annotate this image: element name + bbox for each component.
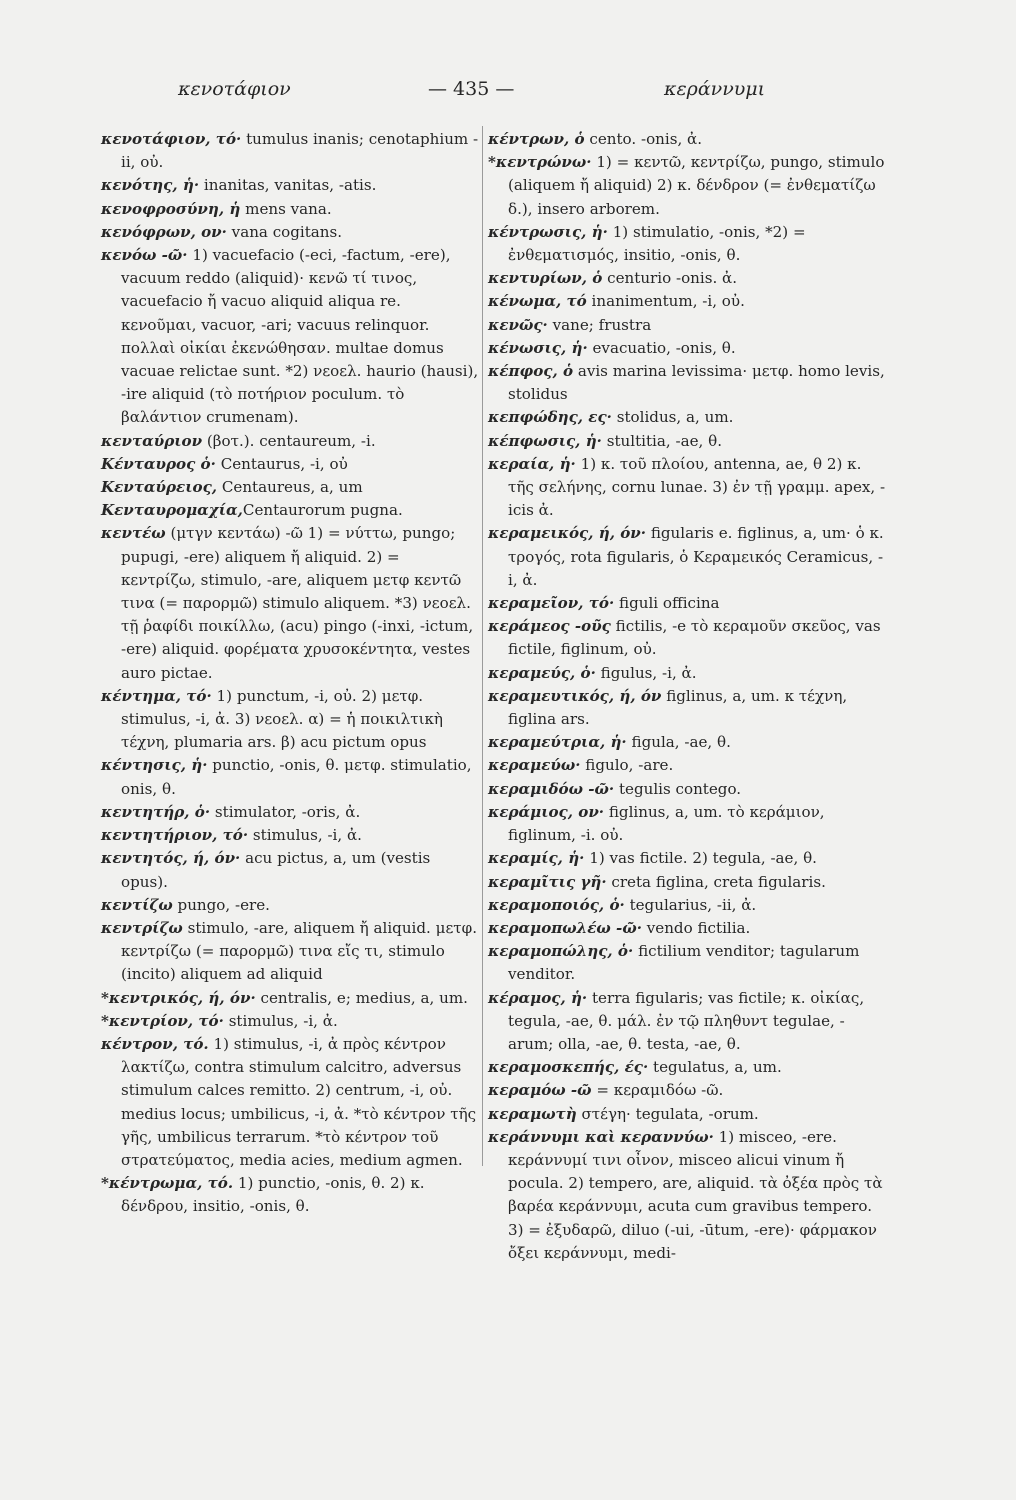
entry-headword: Κενταύρειος, (101, 478, 218, 497)
entry-definition: stimulator, -oris, ἀ. (210, 802, 361, 821)
entry-headword: κεραμεῖον, τό· (488, 594, 615, 613)
dictionary-entry (488, 406, 888, 429)
entry-definition: inanimentum, -i, οὐ. (586, 292, 745, 311)
entry-definition: vane; frustra (547, 315, 652, 334)
dictionary-entry (101, 128, 479, 174)
entry-headword: κεντίζω (101, 895, 173, 914)
entry-headword: κεντητήριον, τό· (101, 826, 249, 845)
header-right-guide-word: κεράννυμι (664, 78, 766, 100)
dictionary-entry (488, 1079, 888, 1102)
page-number: — 435 — (428, 78, 515, 100)
entry-definition: (βοτ.). centaureum, -i. (202, 431, 376, 450)
entry-headword: κέντησις, ἡ· (101, 756, 208, 775)
entry-headword: κενῶς· (488, 315, 548, 334)
entry-definition: pungo, -ere. (172, 895, 270, 914)
entry-definition: figularis e. figlinus, a, um· ὁ κ. τρογός, rota figularis, ὁ Κεραμεικός Ceramicus, -i, ἀ. (508, 524, 884, 589)
entry-headword: κεραμόω -ῶ (488, 1081, 592, 1100)
entry-headword: κεραμευτικός, ή, όν (488, 686, 662, 705)
dictionary-entry (101, 1010, 479, 1033)
entry-definition: mens vana. (240, 199, 332, 218)
entry-definition: tumulus inanis; cenotaphium -ii, οὐ. (121, 130, 479, 172)
entry-headword: κεραμεικός, ή, όν· (488, 524, 647, 543)
dictionary-entry (488, 778, 888, 801)
entry-headword: κεντητός, ή, όν· (101, 849, 241, 868)
dictionary-entry (101, 801, 479, 824)
dictionary-entry (488, 360, 888, 406)
entry-headword: κεραμοποιός, ὁ· (488, 895, 625, 914)
dictionary-entry (488, 894, 888, 917)
entry-headword: κέντρον, τό. (101, 1034, 209, 1053)
entry-definition: figlinus, a, um. κ τέχνη, figlina ars. (508, 686, 848, 729)
entry-definition: Centaurorum pugna. (242, 501, 403, 520)
entry-headword: κέντρων, ὁ (488, 130, 585, 148)
entry-definition: 1) misceo, -ere. κεράννυμί τινι οἶνον, misceo alicui vinum ἤ pocula. 2) tempero, are, aliquid. τὰ ὀξέα πρὸς τὰ βαρέα κεράννυμι, acuta cum gravibus tempero. 3) = ἐξυδαρῶ, diluo (-ui, -ūtum, -ere)· φάρμακον ὄξει κεράννυμι, medi- (508, 1127, 883, 1262)
dictionary-entry (101, 522, 479, 684)
dictionary-entry (101, 685, 479, 755)
dictionary-entry (488, 847, 888, 870)
entry-definition: figulus, -i, ἀ. (595, 663, 697, 682)
entry-headword: κεντρίζω (101, 918, 183, 937)
dictionary-entry (101, 1172, 479, 1218)
entry-headword: κεραμοσκεπής, ές· (488, 1058, 649, 1077)
entry-headword: κενόφρων, ον· (101, 222, 227, 241)
entry-headword: κεράννυμι καὶ κεραννύω· (488, 1127, 714, 1146)
entry-definition: stimulo, -are, aliquem ἤ aliquid. μετφ. κεντρίζω (= παρορμῶ) τινα εἴς τι, stimulo (incito) aliquem ad aliquid (121, 918, 477, 984)
dictionary-entry (101, 476, 479, 499)
entry-definition: punctio, -onis, θ. μετφ. stimulatio, onis, θ. (121, 756, 472, 798)
dictionary-entry (488, 430, 888, 453)
dictionary-entry (101, 824, 479, 847)
dictionary-entry (488, 522, 888, 592)
right-column (488, 128, 888, 1265)
entry-definition: στέγη· tegulata, -orum. (576, 1104, 759, 1123)
entry-headword: κεραμιδόω -ῶ· (488, 779, 615, 798)
entry-definition: 1) stimulatio, -onis, *2) = ἐνθεματισμός, insitio, -onis, θ. (508, 222, 806, 265)
entry-definition: acu pictus, a, um (vestis opus). (121, 849, 431, 891)
dictionary-entry (488, 987, 888, 1057)
dictionary-entry (488, 151, 888, 221)
dictionary-entry (488, 592, 888, 615)
entry-definition: 1) = κεντῶ, κεντρίζω, pungo, stimulo (aliquem ἤ aliquid) 2) κ. δένδρον (= ἐνθεματίζω δ.), insero arborem. (508, 153, 885, 218)
dictionary-entry (488, 221, 888, 267)
dictionary-entry (101, 430, 479, 453)
entry-definition: evacuatio, -onis, θ. (587, 338, 736, 357)
entry-definition: fictilium venditor; tagularum venditor. (508, 942, 860, 984)
entry-headword: κένωμα, τό (488, 292, 587, 311)
dictionary-entry (101, 174, 479, 197)
entry-headword: κενοφροσύνη, ἡ (101, 199, 241, 218)
entry-headword: κενοτάφιον, τό· (101, 130, 242, 148)
entry-definition: Centaurus, -i, οὐ (215, 454, 348, 473)
entry-headword: κέπφος, ὁ (488, 362, 574, 381)
entry-definition: tegulatus, a, um. (648, 1058, 782, 1077)
dictionary-entry (101, 198, 479, 221)
entry-headword: κένωσις, ἡ· (488, 338, 588, 357)
entry-headword: *κεντρικός, ή, όν· (101, 988, 256, 1007)
dictionary-entry (488, 940, 888, 986)
entry-headword: κεραμεύς, ὁ· (488, 663, 596, 682)
entry-headword: *κέντρωμα, τό. (101, 1174, 234, 1193)
entry-definition: centralis, e; medius, a, um. (255, 988, 468, 1007)
dictionary-entry (488, 754, 888, 777)
entry-definition: avis marina levissima· μετφ. homo levis, stolidus (508, 362, 885, 404)
dictionary-entry (101, 847, 479, 893)
entry-definition: Centaureus, a, um (217, 478, 363, 497)
entry-definition: stimulus, -i, ἀ. (223, 1011, 338, 1030)
entry-definition: terra figularis; vas fictile; κ. οἰκίας, tegula, -ae, θ. μάλ. ἐν τῷ πληθυντ tegulae, -arum; olla, -ae, θ. testa, -ae, θ. (508, 988, 865, 1053)
dictionary-entry (101, 894, 479, 917)
dictionary-entry (488, 801, 888, 847)
entry-definition: 1) κ. τοῦ πλοίου, antenna, ae, θ 2) κ. τῆς σελήνης, cornu lunae. 3) ἐν τῇ γραμμ. apex, -icis ἀ. (508, 454, 886, 520)
entry-definition: = κεραμιδόω -ῶ. (591, 1081, 724, 1100)
dictionary-entry (488, 685, 888, 731)
dictionary-entry (488, 267, 888, 290)
dictionary-entry (101, 987, 479, 1010)
entry-definition: inanitas, vanitas, -atis. (199, 176, 377, 195)
entry-definition: 1) stimulus, -i, ἀ πρὸς κέντρον λακτίζω, contra stimulum calcitro, adversus stimulum calces remitto. 2) centrum, -i, οὐ. medius locus; umbilicus, -i, ἀ. *τὸ κέντρον τῆς γῆς, umbilicus terrarum. *τὸ κέντρον τοῦ στρατεύματος, media acies, medium agmen. (121, 1034, 477, 1169)
entry-definition: 1) punctum, -i, οὐ. 2) μετφ. stimulus, -i, ἀ. 3) νεοελ. α) = ἡ ποικιλτικὴ τέχνη, plumaria ars. β) acu pictum opus (121, 686, 443, 752)
dictionary-entry (101, 917, 479, 987)
dictionary-entry (488, 917, 888, 940)
running-header (0, 68, 1016, 108)
dictionary-entry (488, 290, 888, 313)
entry-headword: κεραμοπωλέω -ῶ· (488, 918, 642, 937)
dictionary-entry (488, 731, 888, 754)
entry-headword: *κεντρίον, τό· (101, 1011, 224, 1030)
entry-definition: tegulis contego. (614, 779, 742, 798)
entry-definition: stolidus, a, um. (611, 408, 734, 427)
entry-definition: 1) vas fictile. 2) tegula, -ae, θ. (584, 849, 817, 868)
entry-headword: κεραία, ἡ· (488, 454, 576, 473)
left-column (101, 128, 479, 1219)
dictionary-entry (488, 662, 888, 685)
entry-headword: κέραμος, ἡ· (488, 988, 588, 1007)
entry-definition: centurio -onis. ἀ. (602, 269, 738, 288)
entry-definition: vana cogitans. (226, 222, 343, 241)
entry-headword: κέντημα, τό· (101, 686, 212, 705)
dictionary-entry (488, 871, 888, 894)
dictionary-entry (488, 314, 888, 337)
entry-headword: κενόω -ῶ· (101, 246, 188, 265)
entry-headword: κέντρωσις, ἡ· (488, 222, 608, 241)
dictionary-entry (101, 1033, 479, 1172)
entry-definition: figulo, -are. (580, 756, 674, 775)
entry-definition: tegularius, -ii, ἀ. (624, 895, 757, 914)
entry-definition: stimulus, -i, ἀ. (248, 826, 362, 845)
entry-definition: creta figlina, creta figularis. (606, 872, 826, 891)
entry-headword: κεραμεύω· (488, 756, 581, 775)
entry-headword: κεραμωτὴ (488, 1104, 577, 1123)
entry-headword: κεραμίς, ἡ· (488, 849, 585, 868)
entry-headword: κεραμῖτις γῆ· (488, 872, 607, 891)
entry-headword: κενότης, ἡ· (101, 176, 200, 195)
entry-definition: figuli officina (614, 594, 720, 613)
entry-headword: Κένταυρος ὁ· (101, 454, 216, 473)
dictionary-entry (488, 128, 888, 151)
dictionary-entry (488, 453, 888, 523)
entry-definition: cento. -onis, ἀ. (584, 130, 703, 148)
entry-headword: κεράμιος, ον· (488, 802, 605, 821)
dictionary-entry (101, 499, 479, 522)
dictionary-entry (101, 244, 479, 430)
dictionary-entry (488, 337, 888, 360)
entry-definition: figlinus, a, um. τὸ κεράμιον, figlinum, -i. οὐ. (508, 802, 825, 845)
entry-definition: stultitia, -ae, θ. (601, 431, 722, 450)
dictionary-entry (488, 1103, 888, 1126)
entry-definition: fictilis, -e τὸ κεραμοῦν σκεῦος, vas fictile, figlinum, οὐ. (508, 617, 881, 659)
dictionary-entry (101, 221, 479, 244)
entry-headword: κέπφωσις, ἡ· (488, 431, 602, 450)
entry-headword: κεντέω (101, 524, 166, 543)
entry-definition: vendo fictilia. (641, 918, 751, 937)
entry-definition: (μτγν κεντάω) -ῶ 1) = νύττω, pungo; pupugi, -ere) aliquem ἤ aliquid. 2) = κεντρίζω, stimulo, -are, aliquem μετφ κεντῶ τινα (= παρορμῶ) stimulo aliquem. *3) νεοελ. τῇ ῥαφίδι ποικίλλω, (acu) pingo (-inxi, -ictum, -ere) aliquid. φορέματα χρυσοκέντητα, vestes auro pictae. (121, 524, 474, 682)
dictionary-entry (488, 1126, 888, 1265)
entry-headword: κεράμεος -οῦς (488, 617, 611, 636)
entry-definition: 1) punctio, -onis, θ. 2) κ. δένδρου, insitio, -onis, θ. (121, 1174, 425, 1216)
entry-headword: κεραμοπώλης, ὁ· (488, 942, 634, 961)
entry-headword: Κενταυρομαχία, (101, 501, 243, 520)
entry-headword: *κεντρώνω· (488, 153, 592, 172)
dictionary-entry (488, 615, 888, 661)
entry-headword: κεπφώδης, ες· (488, 408, 612, 427)
entry-definition: 1) vacuefacio (-eci, -factum, -ere), vacuum reddo (aliquid)· κενῶ τί τινος, vacuefacio ἤ vacuo aliquid aliqua re. κενοῦμαι, vacuor, -ari; vacuus relinquor. πολλαὶ οἰκίαι ἐκενώθησαν. multae domus vacuae relictae sunt. *2) νεοελ. haurio (hausi), -ire aliquid (τὸ ποτήριον poculum. τὸ βαλάντιον crumenam). (121, 246, 479, 427)
dictionary-entry (101, 754, 479, 800)
entry-definition: figula, -ae, θ. (626, 733, 731, 752)
dictionary-entry (488, 1056, 888, 1079)
column-divider (482, 126, 483, 1166)
entry-headword: κεραμεύτρια, ἡ· (488, 733, 627, 752)
entry-headword: κεντητήρ, ὁ· (101, 802, 211, 821)
entry-headword: κενταύριον (101, 431, 203, 450)
header-left-guide-word: κενοτάφιον (178, 78, 291, 100)
dictionary-entry (101, 453, 479, 476)
entry-headword: κεντυρίων, ὁ (488, 269, 603, 288)
